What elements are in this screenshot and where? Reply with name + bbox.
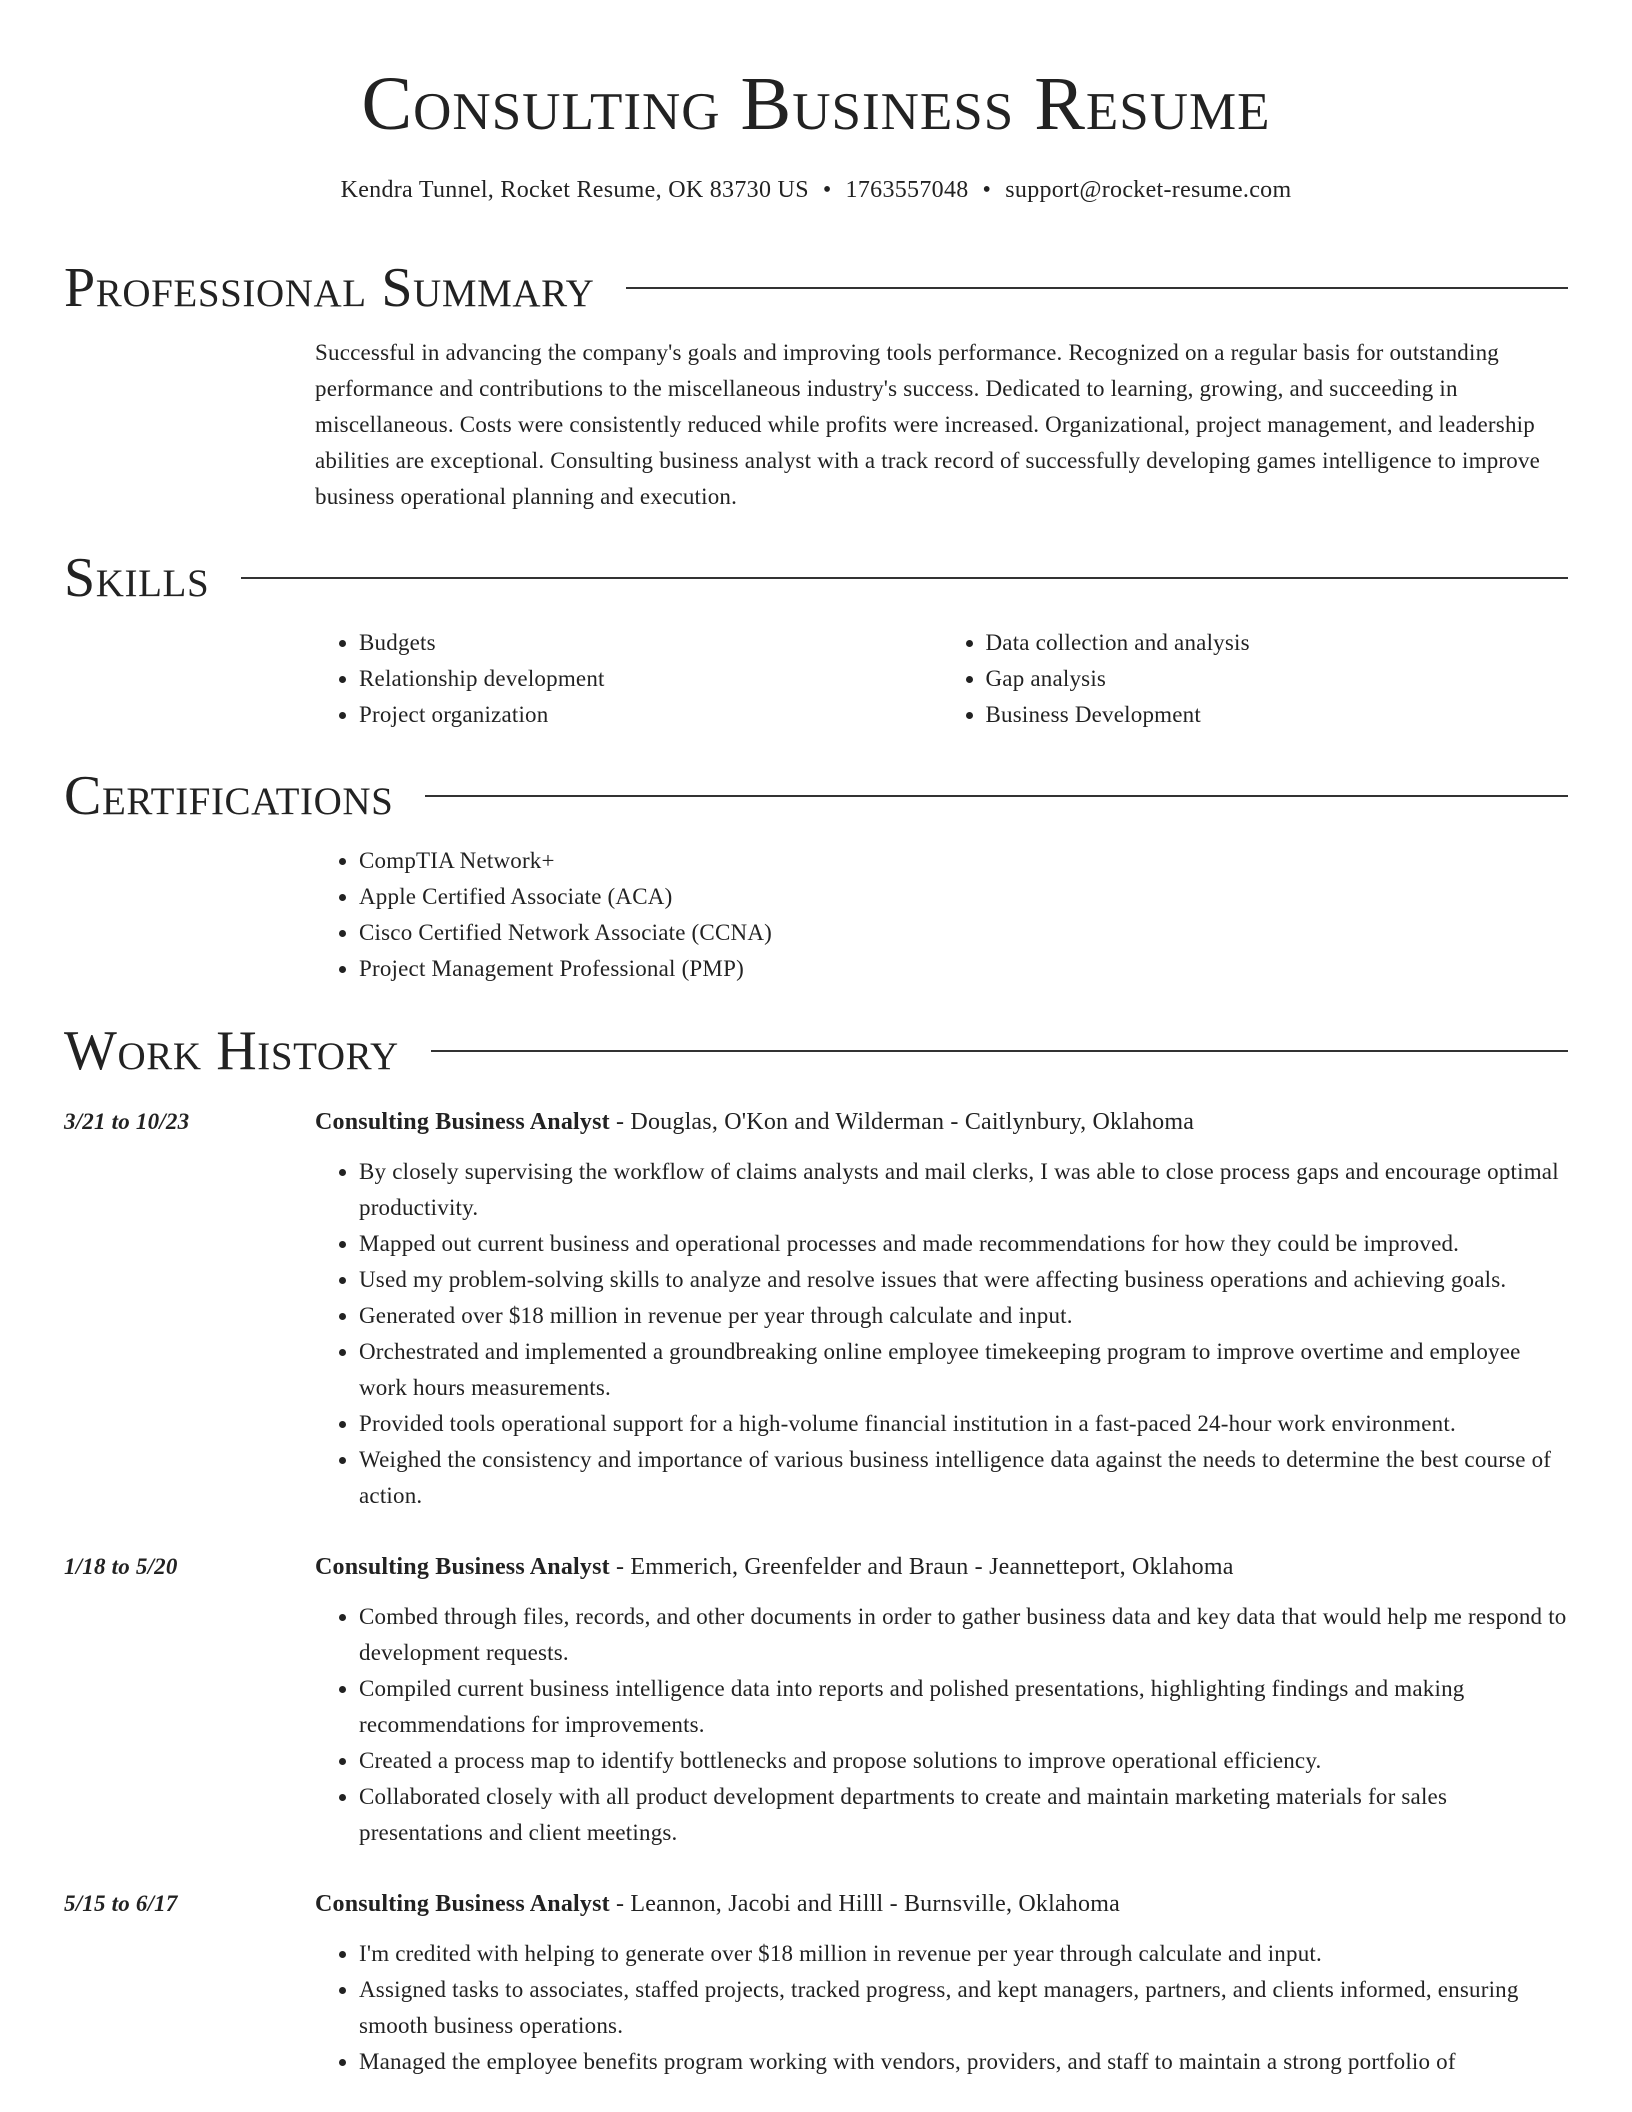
- section-divider: [431, 1050, 1568, 1052]
- job-header: [315, 1886, 1568, 1922]
- contact-line: [0, 172, 1632, 208]
- section-divider: [425, 795, 1568, 797]
- summary-text: Successful in advancing the company's goals and improving tools performance. Recognized on a regular basis for outstanding performance and contributions to the miscellaneous industry's success. Dedicated to learning, growing, and succeeding in miscellaneous. Costs were consistently reduced while profits were increased. Organizational, project management, and leadership abilities are exceptional. Consulting business analyst with a track record of successfully developing games intelligence to improve business operational planning and execution.: [315, 340, 1541, 509]
- contact-email: support@rocket-resume.com: [1005, 177, 1292, 203]
- job-bullet: • Used my problem-solving skills to analyze and resolve issues that were affecting business operations and achieving goals.: [359, 1262, 1568, 1298]
- skill-item: • Business Development: [986, 697, 1569, 733]
- job-details: [315, 1104, 1568, 1514]
- job-bullet: • Managed the employee benefits program working with vendors, providers, and staff to maintain a strong portfolio of: [359, 2044, 1568, 2080]
- section-header: [64, 253, 1568, 323]
- skills-heading: Skills: [64, 547, 210, 609]
- job-header: [315, 1549, 1568, 1585]
- section-header: [64, 1016, 1568, 1086]
- job-company: - Leannon, Jacobi and Hilll - Burnsville, Oklahoma: [609, 1891, 1120, 1917]
- job-details: [315, 1549, 1568, 1851]
- job-bullets: [315, 1154, 1568, 1514]
- section-divider: [626, 287, 1568, 289]
- work-history-heading: Work History: [64, 1020, 399, 1082]
- certifications-section: [64, 761, 1568, 987]
- job-header: [315, 1104, 1568, 1140]
- skill-item: • Relationship development: [359, 661, 942, 697]
- contact-phone: 1763557048: [845, 177, 969, 203]
- summary-section: [64, 253, 1568, 515]
- job-bullet: • Mapped out current business and operational processes and made recommendations for how they could be improved.: [359, 1226, 1568, 1262]
- job-title: Consulting Business Analyst: [315, 1109, 610, 1135]
- job-dates: 1/18 to 5/20: [64, 1554, 178, 1579]
- job-bullet: • Generated over $18 million in revenue per year through calculate and input.: [359, 1298, 1568, 1334]
- skill-item: • Gap analysis: [986, 661, 1569, 697]
- certification-item: • CompTIA Network+: [359, 843, 1568, 879]
- job-entry: [64, 1104, 1568, 1514]
- job-dates: 3/21 to 10/23: [64, 1109, 190, 1134]
- job-entry: [64, 1549, 1568, 1851]
- skill-item: • Data collection and analysis: [986, 625, 1569, 661]
- job-bullet: • I'm credited with helping to generate over $18 million in revenue per year through calculate and input.: [359, 1936, 1568, 1972]
- job-bullet: • Compiled current business intelligence data into reports and polished presentations, highlighting findings and making recommendations for improvements.: [359, 1671, 1568, 1743]
- certifications-heading: Certifications: [64, 765, 394, 827]
- job-entry: [64, 1886, 1568, 2080]
- contact-separator: •: [982, 177, 992, 203]
- job-company: - Emmerich, Greenfelder and Braun - Jeannetteport, Oklahoma: [609, 1554, 1234, 1580]
- skills-grid: [315, 625, 1568, 733]
- job-dates: 5/15 to 6/17: [64, 1891, 178, 1916]
- job-bullet: • Provided tools operational support for a high-volume financial institution in a fast-paced 24-hour work environment.: [359, 1406, 1568, 1442]
- skill-item: • Project organization: [359, 697, 942, 733]
- work-history-section: [64, 1016, 1568, 2080]
- job-bullets: [315, 1936, 1568, 2080]
- job-title: Consulting Business Analyst: [315, 1554, 610, 1580]
- job-bullets: [315, 1599, 1568, 1851]
- job-bullet: • Created a process map to identify bottlenecks and propose solutions to improve operational efficiency.: [359, 1743, 1568, 1779]
- skills-list-right: [942, 625, 1569, 733]
- job-company: - Douglas, O'Kon and Wilderman - Caitlynbury, Oklahoma: [609, 1109, 1195, 1135]
- certification-item: • Cisco Certified Network Associate (CCNA): [359, 915, 1568, 951]
- job-bullet: • Assigned tasks to associates, staffed projects, tracked progress, and kept managers, partners, and clients informed, ensuring smooth business operations.: [359, 1972, 1568, 2044]
- skills-list-left: [315, 625, 942, 733]
- section-header: [64, 761, 1568, 831]
- contact-separator: •: [822, 177, 832, 203]
- skill-item: • Budgets: [359, 625, 942, 661]
- job-bullet: • Orchestrated and implemented a groundbreaking online employee timekeeping program to improve overtime and employee work hours measurements.: [359, 1334, 1568, 1406]
- contact-address: Kendra Tunnel, Rocket Resume, OK 83730 US: [340, 177, 809, 203]
- job-bullet: • Weighed the consistency and importance of various business intelligence data against the needs to determine the best course of action.: [359, 1442, 1568, 1514]
- job-bullet: • Collaborated closely with all product development departments to create and maintain marketing materials for sales presentations and client meetings.: [359, 1779, 1568, 1851]
- certifications-list: [315, 843, 1568, 987]
- job-title: Consulting Business Analyst: [315, 1891, 610, 1917]
- job-bullet: • Combed through files, records, and other documents in order to gather business data and key data that would help me respond to development requests.: [359, 1599, 1568, 1671]
- job-details: [315, 1886, 1568, 2080]
- certification-item: • Apple Certified Associate (ACA): [359, 879, 1568, 915]
- document-title: Consulting Business Resume: [361, 62, 1271, 146]
- section-header: [64, 543, 1568, 613]
- skills-section: [64, 543, 1568, 733]
- summary-heading: Professional Summary: [64, 257, 595, 319]
- section-divider: [241, 577, 1568, 579]
- job-bullet: • By closely supervising the workflow of claims analysts and mail clerks, I was able to close process gaps and encourage optimal productivity.: [359, 1154, 1568, 1226]
- certification-item: • Project Management Professional (PMP): [359, 951, 1568, 987]
